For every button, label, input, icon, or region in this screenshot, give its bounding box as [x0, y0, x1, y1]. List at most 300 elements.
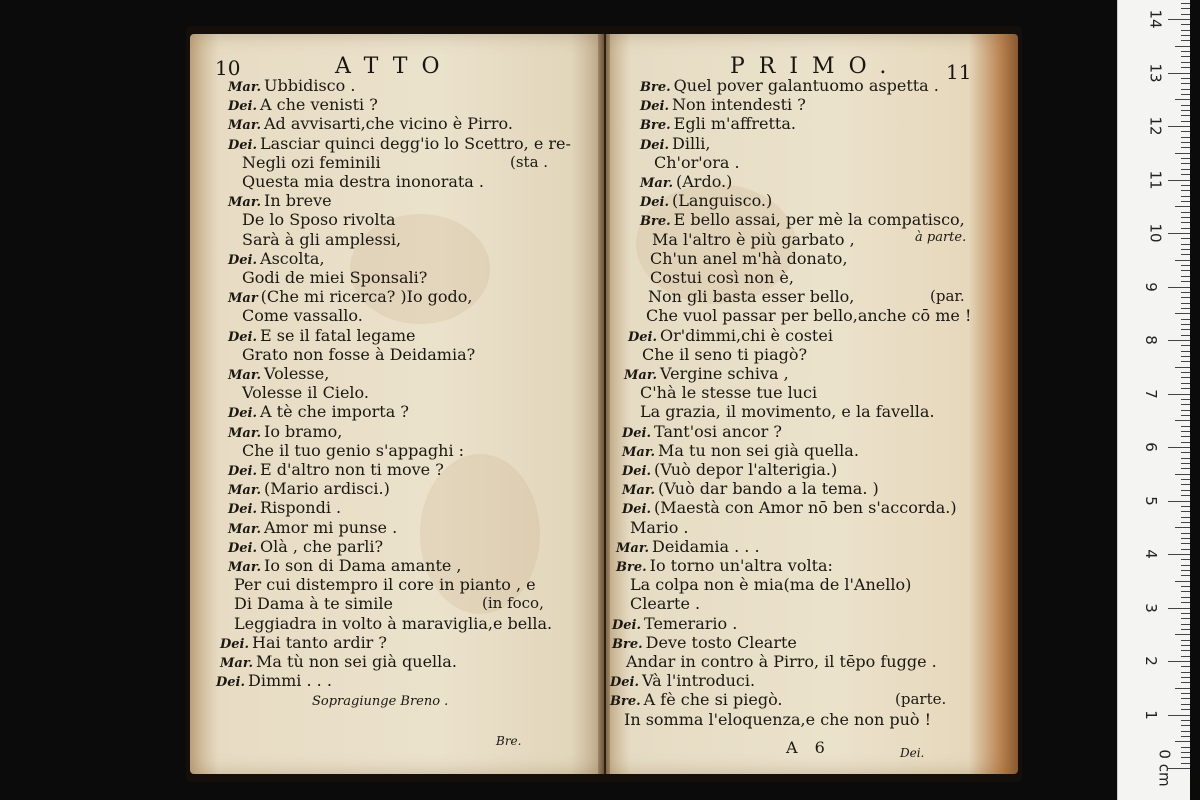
ruler-tick	[1168, 447, 1190, 448]
verse-text: Ch'or'ora .	[654, 152, 740, 172]
speaker-label: Dei.	[640, 195, 670, 211]
ruler-tick	[1181, 410, 1190, 411]
text-line	[228, 326, 416, 345]
text-line	[616, 537, 760, 556]
verse-text: Grato non fosse à Deidamia?	[242, 344, 476, 364]
margin-note: (in foco,	[482, 594, 544, 613]
verse-text: (Maestà con Amor nō ben s'accorda.)	[654, 498, 957, 518]
text-line	[622, 441, 859, 460]
ruler-tick	[1181, 693, 1190, 694]
ruler-tick	[1181, 704, 1190, 705]
ruler-tick	[1181, 292, 1190, 293]
ruler-number: 9	[1141, 281, 1160, 292]
text-line	[622, 498, 957, 517]
ruler-tick	[1181, 217, 1190, 218]
text-line	[234, 575, 536, 594]
speaker-label: Mar.	[228, 80, 261, 95]
verse-text: Ubbidisco .	[264, 76, 356, 95]
ruler-tick	[1181, 201, 1190, 202]
verse-text: (Languisco.)	[672, 191, 773, 211]
ruler-tick	[1181, 672, 1190, 673]
ruler-tick	[1181, 265, 1190, 266]
verse-text: Mario .	[630, 517, 689, 537]
ruler-tick	[1181, 222, 1190, 223]
text-line	[242, 306, 363, 325]
ruler-tick	[1168, 715, 1190, 716]
right-catchword: Dei.	[900, 746, 925, 760]
margin-note: à parte.	[915, 229, 967, 245]
ruler-tick	[1181, 725, 1190, 726]
verse-text: Sarà à gli amplessi,	[242, 229, 402, 249]
speaker-label: Mar.	[622, 483, 655, 499]
verse-text: E d'altro non ti move ?	[260, 460, 444, 479]
text-line	[228, 556, 462, 575]
text-line	[242, 230, 401, 249]
text-line	[234, 614, 552, 633]
stage-direction: Sopragiunge Breno .	[312, 694, 449, 709]
ruler-tick	[1181, 67, 1190, 68]
speaker-label: Dei.	[228, 99, 258, 115]
verse-text: Che vuol passar per bello,anche cō me !	[646, 306, 972, 326]
ruler-tick	[1181, 436, 1190, 437]
text-line	[626, 652, 937, 671]
ruler-tick	[1168, 608, 1190, 609]
ruler-tick	[1181, 511, 1190, 512]
speaker-label: Dei.	[622, 425, 652, 441]
ruler-tick	[1181, 158, 1190, 159]
text-line	[650, 249, 848, 268]
ruler-tick	[1181, 351, 1190, 352]
margin-note: (sta .	[510, 152, 549, 171]
ruler-tick	[1168, 501, 1190, 502]
verse-text: Lasciar quinci degg'io lo Scettro, e re-	[260, 133, 571, 153]
ruler-number: 6	[1141, 442, 1160, 452]
ruler-tick	[1181, 228, 1190, 229]
text-line	[648, 287, 854, 306]
ruler-tick	[1175, 153, 1190, 154]
ruler-tick	[1181, 763, 1190, 764]
ruler-tick	[1181, 591, 1190, 592]
ruler-tick	[1181, 212, 1190, 213]
ruler-tick	[1181, 105, 1190, 106]
ruler-tick	[1181, 517, 1190, 518]
verse-text: Godi de miei Sponsali?	[242, 268, 428, 287]
ruler-tick	[1181, 190, 1190, 191]
ruler-tick	[1181, 89, 1190, 90]
verse-text: De lo Sposo rivolta	[242, 210, 396, 230]
verse-text: La colpa non è mia(ma de l'Anello)	[630, 575, 912, 595]
verse-text: Io son di Dama amante ,	[264, 556, 462, 575]
verse-text: In somma l'eloquenza,e che non può !	[624, 709, 932, 729]
text-line	[612, 633, 797, 652]
verse-text: Deve tosto Clearte	[645, 632, 797, 652]
measurement-ruler	[1117, 0, 1190, 800]
ruler-tick	[1181, 597, 1190, 598]
ruler-tick	[1181, 121, 1190, 122]
ruler-tick	[1181, 345, 1190, 346]
verse-text: Negli ozi feminili	[242, 152, 381, 172]
speaker-label: Dei.	[228, 406, 258, 422]
text-line	[228, 460, 444, 479]
speaker-label: Dei.	[228, 540, 258, 556]
text-line	[242, 153, 381, 172]
ruler-tick	[1181, 94, 1190, 95]
ruler-tick	[1181, 656, 1190, 657]
ruler-tick	[1181, 244, 1190, 245]
ruler-tick	[1181, 458, 1190, 459]
text-line	[228, 402, 409, 421]
ruler-tick	[1168, 126, 1190, 127]
verse-text: E bello assai, per mè la compatisco,	[673, 210, 965, 230]
text-line	[228, 537, 383, 556]
speaker-label: Dei.	[228, 464, 258, 479]
ruler-tick	[1181, 30, 1190, 31]
ruler-tick	[1181, 629, 1190, 630]
speaker-label: Mar.	[616, 540, 649, 556]
text-line	[654, 153, 740, 172]
verse-text: Or'dimmi,chi è costei	[660, 325, 833, 345]
speaker-label: Mar.	[622, 444, 655, 460]
ruler-tick	[1181, 404, 1190, 405]
ruler-tick	[1181, 147, 1190, 148]
ruler-tick	[1181, 426, 1190, 427]
ruler-tick	[1181, 361, 1190, 362]
ruler-tick	[1181, 185, 1190, 186]
ruler-tick	[1181, 14, 1190, 15]
ruler-tick	[1181, 163, 1190, 164]
ruler-tick	[1175, 634, 1190, 635]
ruler-tick	[1181, 51, 1190, 52]
ruler-tick	[1181, 78, 1190, 79]
verse-text: In breve	[264, 191, 332, 211]
ruler-tick	[1181, 35, 1190, 36]
margin-note: (par.	[930, 287, 965, 306]
text-line	[640, 191, 772, 210]
text-line	[228, 134, 571, 153]
verse-text: Costui così non è,	[650, 268, 794, 287]
verse-text: Ascolta,	[260, 248, 325, 268]
ruler-number: 4	[1141, 549, 1160, 559]
left-catchword: Bre.	[496, 734, 522, 748]
speaker-label: Mar.	[228, 521, 261, 537]
ruler-tick	[1181, 752, 1190, 753]
ruler-tick	[1175, 313, 1190, 314]
speaker-label: Bre.	[640, 214, 671, 230]
speaker-label: Mar.	[228, 118, 261, 134]
text-line	[640, 210, 965, 229]
speaker-label: Mar.	[228, 368, 261, 383]
ruler-tick	[1181, 731, 1190, 732]
ruler-number: 1	[1141, 709, 1160, 720]
ruler-tick	[1175, 99, 1190, 100]
ruler-tick	[1181, 83, 1190, 84]
verse-text: Che il seno ti piagò?	[642, 344, 808, 364]
ruler-tick	[1181, 538, 1190, 539]
verse-text: (Mario ardisci.)	[264, 479, 390, 499]
ruler-tick	[1181, 431, 1190, 432]
text-line	[622, 479, 879, 498]
ruler-tick	[1181, 757, 1190, 758]
ruler-number: 13	[1146, 62, 1165, 83]
ruler-tick	[1181, 645, 1190, 646]
verse-text: Và l'introduci.	[642, 671, 756, 691]
text-line	[646, 306, 971, 325]
text-line	[624, 710, 931, 729]
ruler-number: 11	[1146, 169, 1165, 190]
speaker-label: Mar.	[228, 195, 261, 211]
speaker-label: Mar.	[228, 483, 261, 499]
speaker-label: Bre.	[616, 560, 647, 575]
ruler-tick	[1181, 479, 1190, 480]
text-line	[216, 671, 332, 690]
ruler-tick	[1181, 270, 1190, 271]
text-line	[640, 114, 796, 133]
ruler-tick	[1181, 677, 1190, 678]
speaker-label: Dei.	[622, 464, 652, 479]
ruler-tick	[1175, 741, 1190, 742]
text-line	[242, 383, 369, 402]
ruler-tick	[1175, 420, 1190, 421]
ruler-tick	[1175, 206, 1190, 207]
text-line	[630, 518, 689, 537]
ruler-tick	[1181, 276, 1190, 277]
ruler-tick	[1181, 543, 1190, 544]
ruler-tick	[1181, 613, 1190, 614]
text-line	[642, 345, 807, 364]
text-line	[242, 345, 475, 364]
text-line	[242, 210, 396, 229]
ruler-tick	[1181, 533, 1190, 534]
ruler-tick	[1168, 394, 1190, 395]
ruler-tick	[1181, 254, 1190, 255]
ruler-tick	[1181, 570, 1190, 571]
speaker-label: Bre.	[640, 118, 671, 134]
speaker-label: Bre.	[610, 694, 641, 710]
margin-note: (parte.	[895, 690, 947, 709]
ruler-number: 5	[1141, 495, 1160, 506]
ruler-tick	[1168, 661, 1190, 662]
text-line	[228, 76, 355, 95]
ruler-tick	[1181, 415, 1190, 416]
ruler-tick	[1181, 490, 1190, 491]
ruler-tick	[1181, 624, 1190, 625]
ruler-tick	[1181, 666, 1190, 667]
text-line	[228, 518, 397, 537]
ruler-tick	[1181, 650, 1190, 651]
verse-text: Come vassallo.	[242, 306, 363, 326]
ruler-tick	[1181, 356, 1190, 357]
ruler-tick	[1181, 238, 1190, 239]
ruler-tick	[1181, 169, 1190, 170]
ruler-tick	[1181, 137, 1190, 138]
ruler-tick	[1181, 8, 1190, 9]
verse-text: Di Dama à te simile	[234, 594, 394, 614]
ruler-tick	[1181, 131, 1190, 132]
ruler-number: 3	[1141, 602, 1160, 613]
speaker-label: Dei.	[640, 99, 670, 115]
text-line	[640, 402, 935, 421]
speaker-label: Mar.	[228, 560, 261, 575]
verse-text: Clearte .	[630, 594, 701, 614]
verse-text: Egli m'affretta.	[673, 114, 796, 134]
ruler-tick	[1181, 575, 1190, 576]
ruler-tick	[1181, 319, 1190, 320]
ruler-number: 12	[1146, 116, 1165, 136]
verse-text: Che il tuo genio s'appaghi :	[242, 440, 465, 460]
ruler-tick	[1181, 308, 1190, 309]
text-line	[228, 364, 329, 383]
verse-text: Dilli,	[672, 133, 711, 153]
ruler-tick	[1168, 73, 1190, 74]
text-line	[228, 114, 513, 133]
ruler-tick	[1181, 506, 1190, 507]
text-line	[630, 594, 700, 613]
ruler-tick	[1181, 3, 1190, 4]
ruler-tick	[1181, 115, 1190, 116]
ruler-tick	[1181, 468, 1190, 469]
verse-text: Rispondi .	[260, 498, 342, 518]
text-line	[616, 556, 833, 575]
ruler-tick	[1168, 19, 1190, 20]
ruler-tick	[1181, 335, 1190, 336]
ruler-tick	[1181, 549, 1190, 550]
ruler-number: 0 cm	[1155, 749, 1174, 787]
text-line	[228, 287, 473, 306]
verse-text: E se il fatal legame	[260, 325, 416, 345]
ruler-tick	[1181, 329, 1190, 330]
ruler-tick	[1168, 340, 1190, 341]
text-line	[612, 614, 737, 633]
text-line	[622, 460, 837, 479]
verse-text: Questa mia destra inonorata .	[242, 172, 485, 191]
ruler-tick	[1181, 484, 1190, 485]
text-line	[220, 652, 457, 671]
speaker-label: Dei.	[628, 329, 658, 345]
ruler-tick	[1181, 281, 1190, 282]
speaker-label: Dei.	[610, 675, 640, 691]
ruler-tick	[1181, 495, 1190, 496]
verse-text: Ch'un anel m'hà donato,	[650, 248, 848, 268]
ruler-tick	[1181, 463, 1190, 464]
verse-text: Quel pover galantuomo aspetta .	[673, 76, 939, 95]
ruler-tick	[1181, 388, 1190, 389]
ruler-tick	[1181, 720, 1190, 721]
text-line	[640, 134, 710, 153]
text-line	[242, 268, 427, 287]
left-page-number: 10	[215, 56, 241, 80]
ruler-tick	[1181, 452, 1190, 453]
ruler-tick	[1181, 196, 1190, 197]
ruler-tick	[1181, 377, 1190, 378]
ruler-tick	[1181, 383, 1190, 384]
text-line	[220, 633, 387, 652]
ruler-tick	[1181, 297, 1190, 298]
verse-text: Olà , che parli?	[260, 536, 384, 556]
verse-text: Deidamia . . .	[652, 536, 760, 556]
ruler-tick	[1181, 142, 1190, 143]
ruler-number: 10	[1146, 223, 1165, 243]
speaker-label: Mar.	[624, 368, 657, 383]
speaker-label: Dei.	[216, 675, 246, 691]
speaker-label: Dei.	[220, 636, 250, 652]
verse-text: A fè che si piegò.	[643, 690, 783, 710]
speaker-label: Bre.	[640, 80, 671, 95]
verse-text: Amor mi punse .	[264, 517, 398, 537]
ruler-tick	[1181, 565, 1190, 566]
speaker-label: Dei.	[612, 617, 642, 633]
verse-text: Volesse,	[264, 364, 330, 383]
ruler-tick	[1181, 682, 1190, 683]
text-line	[652, 230, 855, 249]
ruler-tick	[1175, 46, 1190, 47]
verse-text: (Che mi ricerca? )Io godo,	[260, 287, 473, 307]
verse-text: C'hà le stesse tue luci	[640, 383, 818, 403]
speaker-label: Bre.	[612, 636, 643, 652]
ruler-tick	[1181, 586, 1190, 587]
ruler-tick	[1181, 62, 1190, 63]
ruler-tick	[1181, 698, 1190, 699]
verse-text: A tè che importa ?	[260, 402, 409, 422]
speaker-label: Dei.	[640, 137, 670, 153]
text-line	[622, 422, 782, 441]
ruler-tick	[1181, 56, 1190, 57]
ruler-tick	[1181, 559, 1190, 560]
signature-mark: A 6	[786, 738, 831, 757]
verse-text: (Ardo.)	[676, 172, 733, 191]
verse-text: Per cui distempro il core in pianto , e	[234, 575, 536, 595]
verse-text: Ad avvisarti,che vicino è Pirro.	[264, 114, 513, 134]
text-line	[624, 364, 789, 383]
text-line	[228, 498, 341, 517]
right-running-header: PRIMO.	[730, 54, 901, 79]
verse-text: Volesse il Cielo.	[242, 383, 369, 403]
verse-text: (Vuò depor l'alterigia.)	[654, 460, 838, 479]
ruler-number: 14	[1146, 9, 1165, 29]
verse-text: A che venisti ?	[260, 95, 378, 115]
text-line	[640, 383, 817, 402]
ruler-number: 7	[1141, 388, 1160, 399]
verse-text: Io torno un'altra volta:	[649, 556, 833, 575]
text-line	[630, 575, 911, 594]
ruler-tick	[1181, 747, 1190, 748]
ruler-tick	[1168, 554, 1190, 555]
ruler-tick	[1181, 399, 1190, 400]
ruler-tick	[1175, 581, 1190, 582]
verse-text: La grazia, il movimento, e la favella.	[640, 402, 935, 422]
text-line	[228, 191, 332, 210]
speaker-label: Mar.	[640, 176, 673, 191]
verse-text: Ma l'altro è più garbato ,	[652, 229, 855, 249]
ruler-tick	[1181, 602, 1190, 603]
speaker-label: Dei.	[228, 137, 258, 153]
ruler-number: 2	[1141, 656, 1160, 666]
speaker-label: Dei.	[228, 252, 258, 268]
verse-text: Non intendesti ?	[672, 95, 806, 115]
text-line	[228, 479, 390, 498]
speaker-label: Dei.	[622, 502, 652, 518]
ruler-tick	[1175, 527, 1190, 528]
ruler-tick	[1181, 618, 1190, 619]
text-line	[234, 594, 393, 613]
speaker-label: Dei.	[228, 502, 258, 518]
verse-text: Temerario .	[644, 613, 738, 633]
ruler-tick	[1181, 736, 1190, 737]
text-line	[228, 249, 325, 268]
ruler-tick	[1168, 287, 1190, 288]
verse-text: Ma tù non sei già quella.	[256, 652, 457, 671]
ruler-tick	[1181, 709, 1190, 710]
text-line	[610, 671, 755, 690]
